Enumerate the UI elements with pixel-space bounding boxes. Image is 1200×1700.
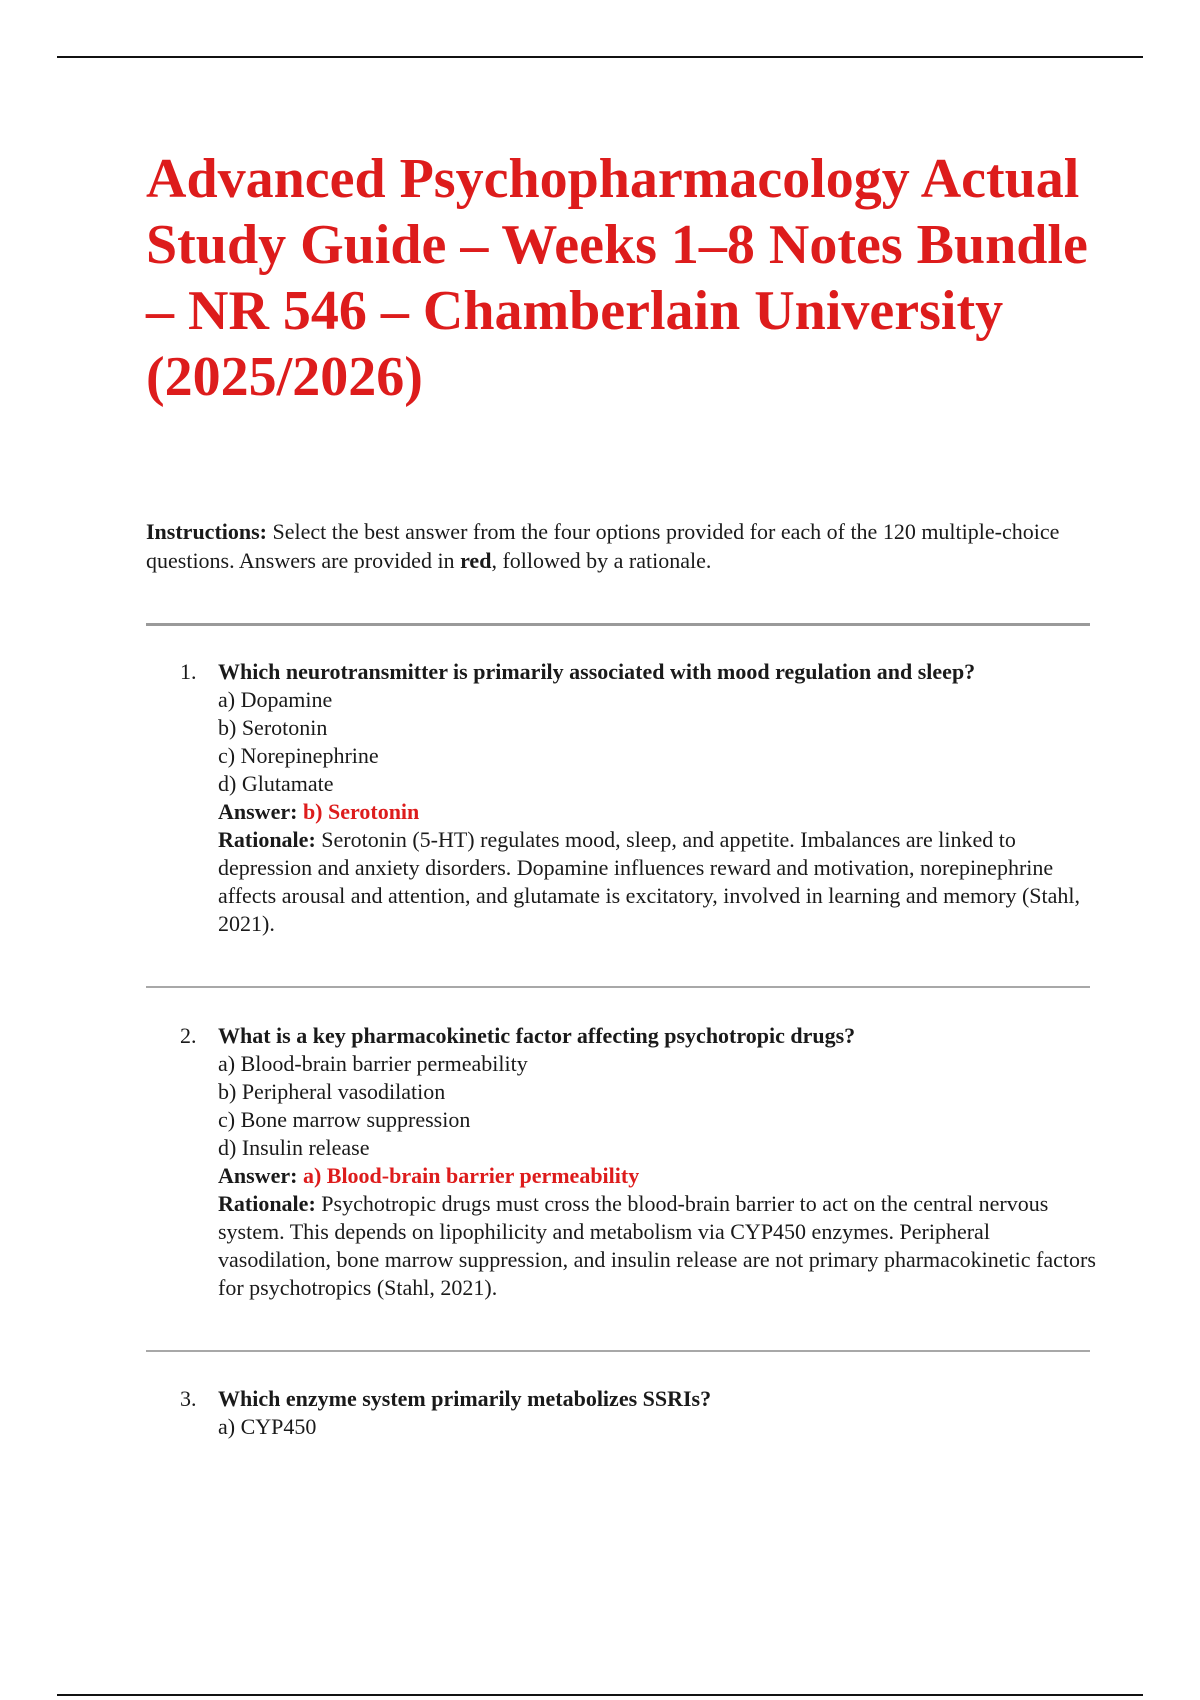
rationale-label: Rationale: [218, 1191, 316, 1216]
rationale-text: Serotonin (5-HT) regulates mood, sleep, and appetite. Imbalances are linked to depression and anxiety disorders. Dopamine influences reward and motivation, norepinephrine affects arousal and attention, and glutamate is excitatory, involved in learning and memory (Stahl, 2021). [218, 827, 1081, 936]
option-d: d) Glutamate [218, 771, 334, 796]
option-c: c) Norepinephrine [218, 743, 379, 768]
instructions-text-1: Select the best answer from the four options provided for each of the 120 multiple-choice questions. Answers are provided in [146, 519, 1060, 573]
question-number: 1. [180, 659, 197, 684]
question-stem: Which neurotransmitter is primarily associated with mood regulation and sleep? [218, 659, 976, 684]
answer-label: Answer: [218, 1163, 298, 1188]
page-top-rule [57, 56, 1143, 58]
question-3 [146, 1385, 1096, 1441]
option-a: a) CYP450 [218, 1414, 317, 1439]
rationale-label: Rationale: [218, 827, 316, 852]
rationale-text: Psychotropic drugs must cross the blood-brain barrier to act on the central nervous system. This depends on lipophilicity and metabolism via CYP450 enzymes. Peripheral vasodilation, bone marrow suppression, and insulin release are not primary pharmacokinetic factors for psychotropics (Stahl, 2021). [218, 1191, 1096, 1300]
page-bottom-rule [57, 1694, 1143, 1696]
option-a: a) Dopamine [218, 687, 333, 712]
instructions [146, 517, 1096, 575]
document-title: Advanced Psychopharmacology Actual Study Guide – Weeks 1–8 Notes Bundle – NR 546 – Chamberlain University (2025/2026) [146, 148, 1088, 408]
question-stem: Which enzyme system primarily metabolizes SSRIs? [218, 1386, 712, 1411]
option-d: d) Insulin release [218, 1135, 370, 1160]
rationale-paragraph [218, 826, 1096, 938]
rationale-paragraph [218, 1190, 1096, 1302]
question-number: 2. [180, 1023, 197, 1048]
option-b: b) Peripheral vasodilation [218, 1079, 446, 1104]
option-c: c) Bone marrow suppression [218, 1107, 471, 1132]
question-stem: What is a key pharmacokinetic factor affecting psychotropic drugs? [218, 1023, 856, 1048]
instructions-label: Instructions: [146, 519, 268, 544]
instructions-text-2: , followed by a rationale. [491, 548, 712, 573]
option-a: a) Blood-brain barrier permeability [218, 1051, 528, 1076]
answer-label: Answer: [218, 799, 298, 824]
question-number: 3. [180, 1386, 197, 1411]
question-2 [146, 1022, 1096, 1302]
section-separator [146, 623, 1090, 626]
answer-line [218, 1162, 1096, 1190]
answer-value: b) Serotonin [302, 799, 420, 824]
option-b: b) Serotonin [218, 715, 328, 740]
question-1 [146, 658, 1096, 938]
section-separator [146, 986, 1090, 988]
answer-line [218, 798, 1096, 826]
section-separator [146, 1350, 1090, 1352]
instructions-red-word: red [460, 548, 492, 573]
answer-value: a) Blood-brain barrier permeability [302, 1163, 640, 1188]
